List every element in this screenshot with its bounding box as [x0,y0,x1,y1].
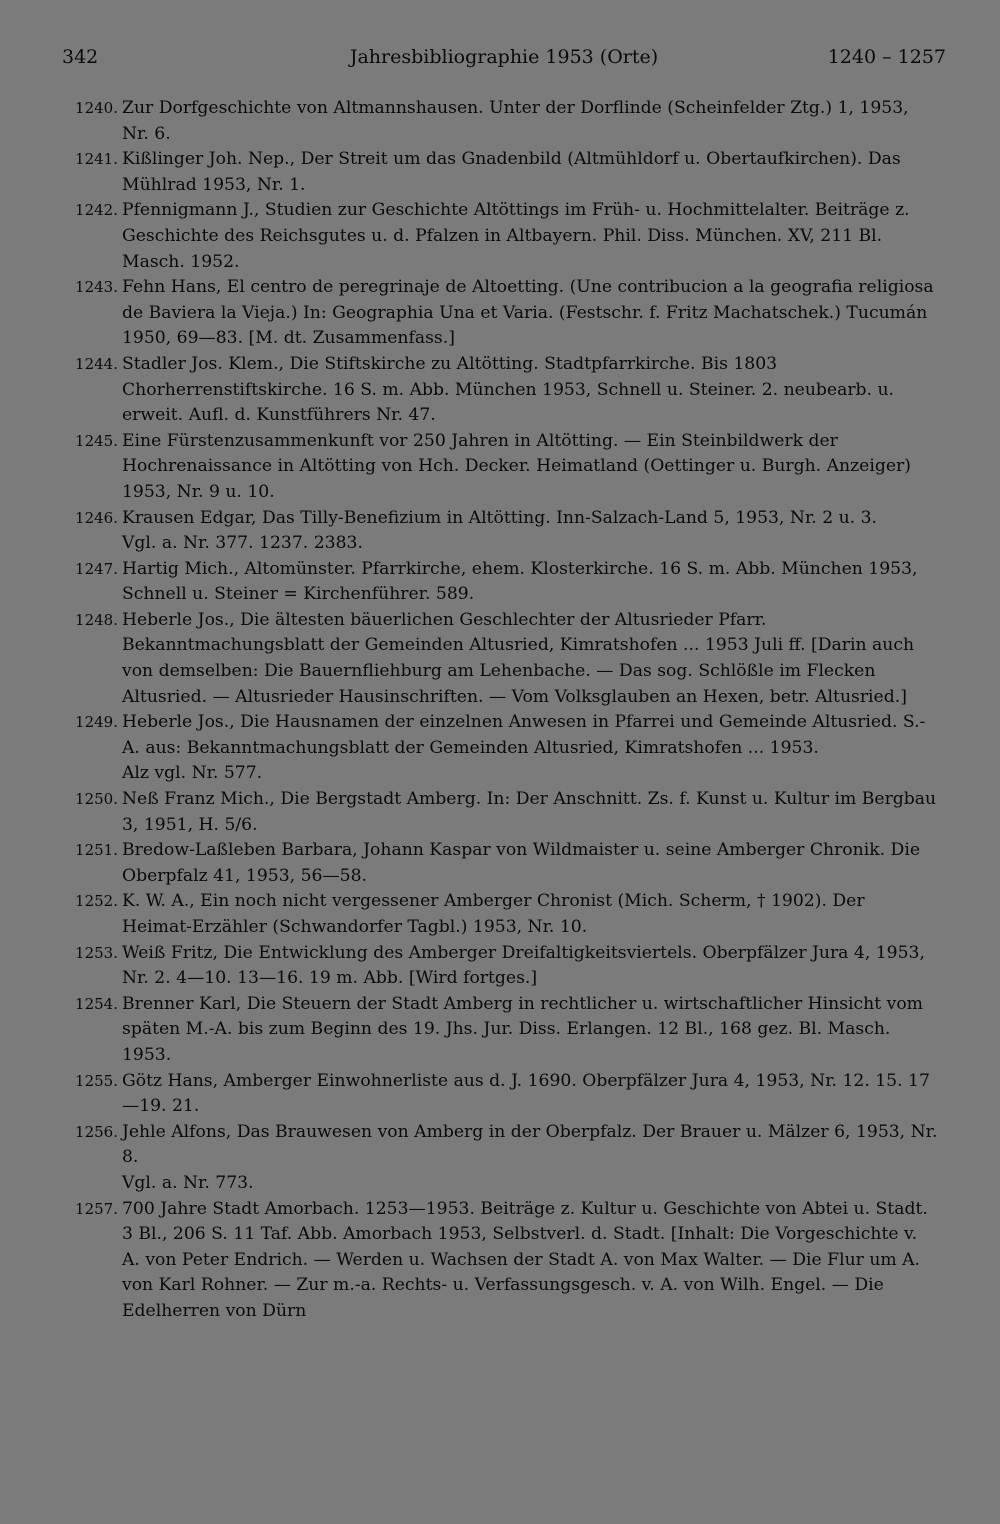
entry-number: 1241. [75,150,118,169]
entry-cross-reference: Alz vgl. Nr. 577. [122,763,263,784]
bibliography-entry-1246 [0,506,938,557]
bibliography-entry-1249 [0,710,938,787]
bibliography-entry-1240 [0,96,938,147]
entry-text: Fehn Hans, El centro de peregrinaje de Altoetting. (Une contribucion a la geografia religiosa de Baviera la Vieja.) In: Geographia Una et Varia. (Festschr. f. Fritz Machatschek.) Tucumán 1950, 69—83. [M. dt. Zusammenfass.] [122,277,934,349]
entry-number: 1244. [75,354,118,373]
entry-text: Kißlinger Joh. Nep., Der Streit um das Gnadenbild (Altmühldorf u. Obertaufkirchen). Das Mühlrad 1953, Nr. 1. [122,149,901,195]
entry-number: 1253. [75,943,118,962]
entry-text: Pfennigmann J., Studien zur Geschichte Altöttings im Früh- u. Hochmittelalter. Beiträge z. Geschichte des Reichsgutes u. d. Pfalzen in Altbayern. Phil. Diss. München. XV, 211 Bl. Masch. 1952. [122,200,910,272]
entry-text: 700 Jahre Stadt Amorbach. 1253—1953. Beiträge z. Kultur u. Geschichte von Abtei u. Stadt. 3 Bl., 206 S. 11 Taf. Abb. Amorbach 1953, Selbstverl. d. Stadt. [Inhalt: Die Vorgeschichte v. A. von Peter Endrich. — Werden u. Wachsen der Stadt A. von Max Walter. — Die Flur um A. von Karl Rohner. — Zur m.-a. Rechts- u. Verfassungsgesch. v. A. von Wilh. Engel. — Die Edelherren von Dürn [122,1198,928,1321]
bibliography-entry-1244 [0,352,938,429]
entry-text: Eine Fürstenzusammenkunft vor 250 Jahren in Altötting. — Ein Steinbildwerk der Hochrenaissance in Altötting von Hch. Decker. Heimatland (Oettinger u. Burgh. Anzeiger) 1953, Nr. 9 u. 10. [122,430,911,502]
entry-number: 1251. [75,841,118,860]
bibliography-entry-1255 [0,1069,938,1120]
entry-number: 1252. [75,892,118,911]
bibliography-entry-1248 [0,608,938,710]
entry-number: 1248. [75,610,118,629]
entry-number: 1240. [75,99,118,117]
entry-number: 1245. [75,431,118,450]
entry-text: Hartig Mich., Altomünster. Pfarrkirche, ehem. Klosterkirche. 16 S. m. Abb. München 1953, Schnell u. Steiner = Kirchenführer. 589. [122,558,918,605]
bibliography-entry-1241 [0,147,938,198]
entry-number: 1243. [75,278,118,297]
bibliography-entry-1251 [0,838,938,889]
entry-text: Jehle Alfons, Das Brauwesen von Amberg in der Oberpfalz. Der Brauer u. Mälzer 6, 1953, Nr. 8. [122,1121,938,1168]
entry-number: 1249. [75,713,118,732]
entry-number: 1242. [75,201,118,220]
entry-cross-reference: Vgl. a. Nr. 773. [122,1172,254,1193]
entry-text: Krausen Edgar, Das Tilly-Benefizium in Altötting. Inn-Salzach-Land 5, 1953, Nr. 2 u. 3. [122,507,877,528]
entry-text: K. W. A., Ein noch nicht vergessener Amberger Chronist (Mich. Scherm, † 1902). Der Heimat-Erzähler (Schwandorfer Tagbl.) 1953, Nr. 10. [122,891,865,937]
entry-text: Bredow-Laßleben Barbara, Johann Kaspar von Wildmaister u. seine Amberger Chronik. Die Oberpfalz 41, 1953, 56—58. [122,840,920,886]
bibliography-entry-1256 [0,1120,938,1197]
bibliography-list [0,96,1000,1325]
entry-cross-reference: Vgl. a. Nr. 377. 1237. 2383. [122,533,363,554]
entry-text: Stadler Jos. Klem., Die Stiftskirche zu Altötting. Stadtpfarrkirche. Bis 1803 Chorherrenstiftskirche. 16 S. m. Abb. München 1953, Schnell u. Steiner. 2. neubearb. u. erweit. Aufl. d. Kunstführers Nr. 47. [122,353,895,426]
bibliography-entry-1254 [0,992,938,1069]
entry-text: Weiß Fritz, Die Entwicklung des Amberger Dreifaltigkeitsviertels. Oberpfälzer Jura 4, 1953, Nr. 2. 4—10. 13—16. 19 m. Abb. [Wird fortges.] [122,942,925,989]
entry-number: 1246. [75,508,118,527]
entry-text: Neß Franz Mich., Die Bergstadt Amberg. In: Der Anschnitt. Zs. f. Kunst u. Kultur im Bergbau 3, 1951, H. 5/6. [122,789,937,835]
entry-number: 1257. [75,1199,118,1218]
entry-text: Götz Hans, Amberger Einwohnerliste aus d. J. 1690. Oberpfälzer Jura 4, 1953, Nr. 12. 15. 17—19. 21. [122,1070,930,1117]
bibliography-entry-1250 [0,787,938,838]
entry-number: 1247. [75,559,118,578]
page-number: 342 [62,46,99,68]
entry-number: 1250. [75,790,118,809]
entry-range: 1240 – 1257 [827,46,946,68]
running-title: Jahresbibliographie 1953 (Orte) [349,46,659,68]
entry-text: Zur Dorfgeschichte von Altmannshausen. Unter der Dorflinde (Scheinfelder Ztg.) 1, 1953, Nr. 6. [122,98,909,144]
bibliography-entry-1242 [0,198,938,275]
bibliography-entry-1247 [0,557,938,608]
entry-text: Heberle Jos., Die ältesten bäuerlichen Geschlechter der Altusrieder Pfarr. Bekanntmachungsblatt der Gemeinden Altusried, Kimratshofen ... 1953 Juli ff. [Darin auch von demselben: Die Bauernfliehburg am Lehenbache. — Das sog. Schlößle im Flecken Altusried. — Altusrieder Hausinschriften. — Vom Volksglauben an Hexen, betr. Altusried.] [122,609,915,707]
entry-text: Brenner Karl, Die Steuern der Stadt Amberg in rechtlicher u. wirtschaftlicher Hinsicht vom späten M.-A. bis zum Beginn des 19. Jhs. Jur. Diss. Erlangen. 12 Bl., 168 gez. Bl. Masch. 1953. [122,993,923,1065]
entry-number: 1255. [75,1071,118,1090]
bibliography-entry-1253 [0,941,938,992]
page-header [62,46,946,76]
bibliography-entry-1243 [0,275,938,352]
bibliography-entry-1245 [0,429,938,506]
bibliography-entry-1257 [0,1197,938,1325]
entry-number: 1254. [75,994,118,1013]
bibliography-entry-1252 [0,889,938,940]
entry-number: 1256. [75,1122,118,1141]
entry-text: Heberle Jos., Die Hausnamen der einzelnen Anwesen in Pfarrei und Gemeinde Altusried. S.-A. aus: Bekanntmachungsblatt der Gemeinden Altusried, Kimratshofen ... 1953. [122,712,926,758]
